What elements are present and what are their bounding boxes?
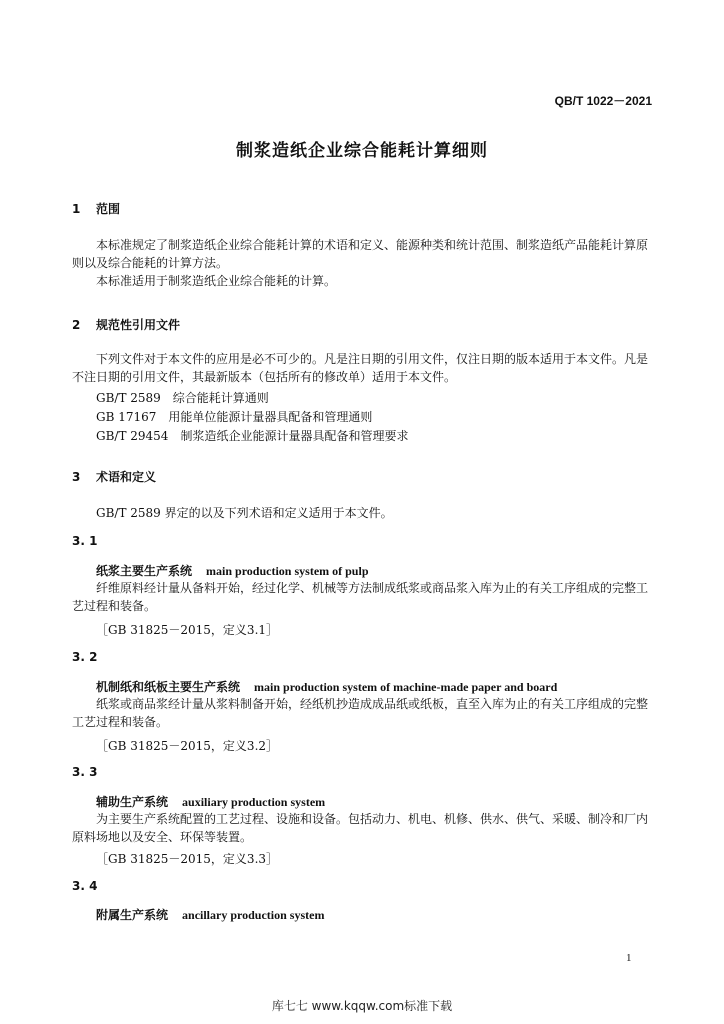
term-definition: 纤维原料经计量从备料开始，经过化学、机械等方法制成纸浆或商品浆入库为止的有关工序组成的完整工艺过程和装备。 — [72, 581, 649, 613]
footer-watermark: 库七七 www.kqqw.com标准下载 — [271, 999, 453, 1013]
section-1-heading — [72, 200, 120, 217]
section-2-heading — [72, 316, 180, 333]
normative-ref-1: GB/T 2589 综合能耗计算通则 — [96, 391, 269, 405]
section-2-paragraph-1: 下列文件对于本文件的应用是必不可少的。凡是注日期的引用文件，仅注日期的版本适用于本文件。凡是不注日期的引用文件，其最新版本（包括所有的修改单）适用于本文件。 — [72, 352, 649, 384]
term-definition: 为主要生产系统配置的工艺过程、设施和设备。包括动力、机电、机修、供水、供气、采暖、制冷和厂内原料场地以及安全、环保等装置。 — [72, 812, 649, 844]
term-number: 3. 2 — [72, 650, 98, 664]
term-title — [96, 678, 557, 695]
term-chinese: 机制纸和纸板主要生产系统 — [96, 680, 241, 694]
section-title: 范围 — [96, 202, 121, 216]
term-source: ［GB 31825－2015，定义3.2］ — [96, 739, 279, 753]
term-title — [96, 793, 325, 810]
section-title: 术语和定义 — [96, 470, 157, 484]
section-1-paragraph-2: 本标准适用于制浆造纸企业综合能耗的计算。 — [96, 274, 337, 288]
term-chinese: 纸浆主要生产系统 — [96, 564, 193, 578]
term-number: 3. 1 — [72, 534, 98, 548]
section-3-intro: GB/T 2589 界定的以及下列术语和定义适用于本文件。 — [96, 506, 393, 520]
term-english: ancillary production system — [182, 908, 325, 922]
section-number: 3 — [72, 470, 81, 484]
normative-ref-2: GB 17167 用能单位能源计量器具配备和管理通则 — [96, 410, 373, 424]
term-source: ［GB 31825－2015，定义3.3］ — [96, 852, 279, 866]
page-number: 1 — [626, 952, 632, 964]
section-number: 2 — [72, 318, 81, 332]
section-title: 规范性引用文件 — [96, 318, 181, 332]
section-number: 1 — [72, 202, 81, 216]
term-english: main production system of pulp — [206, 564, 369, 578]
normative-ref-3: GB/T 29454 制浆造纸企业能源计量器具配备和管理要求 — [96, 429, 409, 443]
term-title — [96, 906, 324, 923]
term-number: 3. 4 — [72, 879, 98, 893]
page-title: 制浆造纸企业综合能耗计算细则 — [236, 141, 488, 161]
term-english: main production system of machine-made paper and board — [254, 680, 558, 694]
term-title — [96, 562, 369, 579]
term-definition: 纸浆或商品浆经计量从浆料制备开始，经纸机抄造成成品纸或纸板，直至入库为止的有关工序组成的完整工艺过程和装备。 — [72, 697, 649, 729]
standard-number: QB/T 1022－2021 — [554, 94, 652, 108]
section-1-paragraph-1: 本标准规定了制浆造纸企业综合能耗计算的术语和定义、能源种类和统计范围、制浆造纸产品能耗计算原则以及综合能耗的计算方法。 — [72, 238, 649, 270]
term-chinese: 辅助生产系统 — [96, 795, 169, 809]
term-number: 3. 3 — [72, 765, 98, 779]
term-chinese: 附属生产系统 — [96, 908, 169, 922]
term-source: ［GB 31825－2015，定义3.1］ — [96, 623, 279, 637]
section-3-heading — [72, 468, 156, 485]
term-english: auxiliary production system — [182, 795, 326, 809]
